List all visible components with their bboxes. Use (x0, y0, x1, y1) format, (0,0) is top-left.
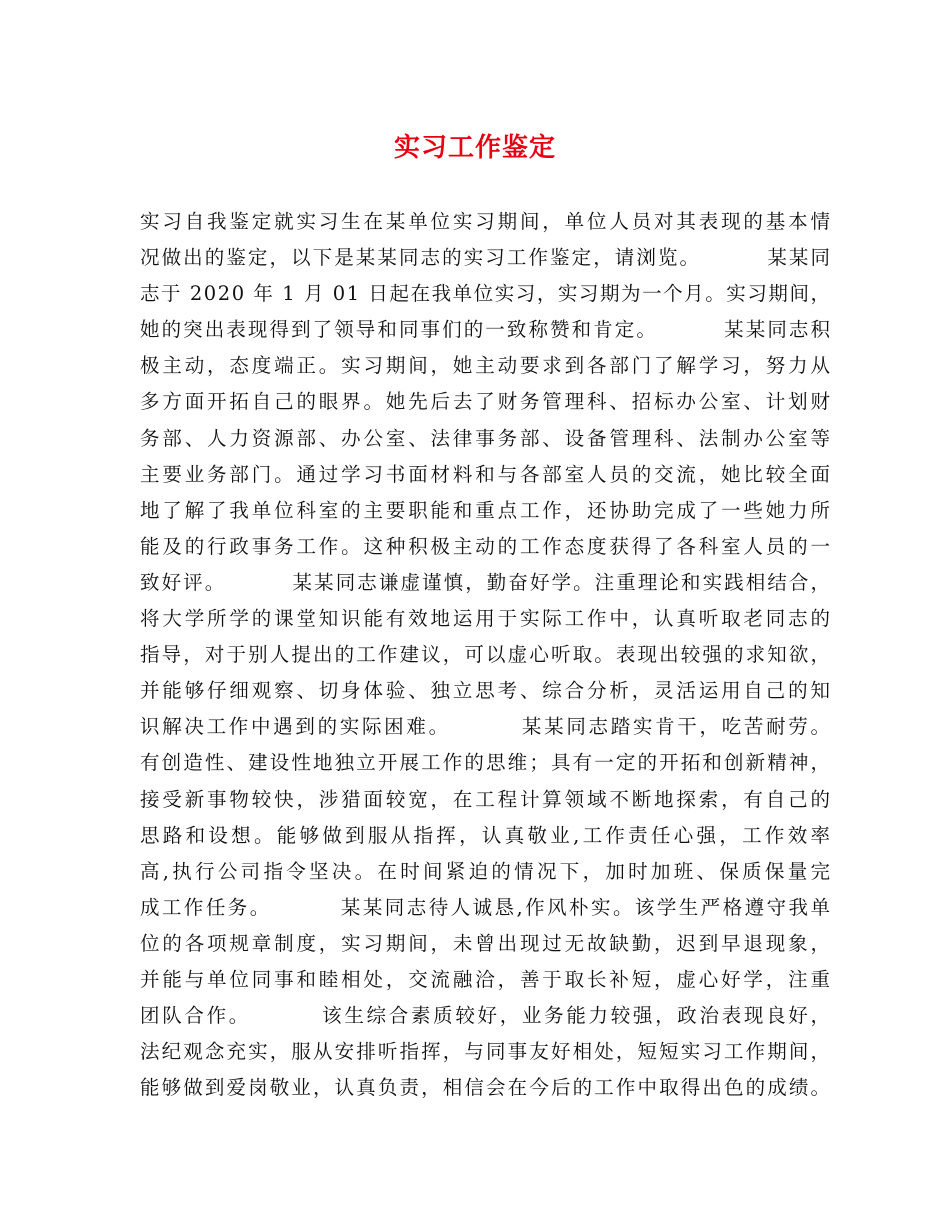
body-line: 地了解了我单位科室的主要职能和重点工作，还协助完成了一些她力所 (140, 498, 833, 522)
body-line: 并能够仔细观察、切身体验、独立思考、综合分析，灵活运用自己的知 (140, 679, 833, 703)
body-line: 主要业务部门。通过学习书面材料和与各部室人员的交流，她比较全面 (140, 462, 833, 486)
body-line: 能够做到爱岗敬业，认真负责，相信会在今后的工作中取得出色的成绩。 (140, 1076, 833, 1100)
body-line: 志于 2020 年 1 月 01 日起在我单位实习，实习期为一个月。实习期间， (140, 282, 832, 306)
body-line: 极主动，态度端正。实习期间，她主动要求到各部门了解学习，努力从 (140, 354, 833, 378)
body-line: 识解决工作中遇到的实际困难。 某某同志踏实肯干，吃苦耐劳。 (140, 715, 833, 739)
body-line: 致好评。 某某同志谦虚谨慎，勤奋好学。注重理论和实践相结合， (140, 570, 833, 594)
body-line: 实习自我鉴定就实习生在某单位实习期间，单位人员对其表现的基本情 (140, 210, 833, 233)
body-line: 接受新事物较快，涉猎面较宽，在工程计算领域不断地探索，有自己的 (140, 787, 833, 811)
body-line: 思路和设想。能够做到服从指挥，认真敬业,工作责任心强，工作效率 (140, 823, 834, 847)
body-line: 能及的行政事务工作。这种积极主动的工作态度获得了各科室人员的一 (140, 534, 833, 558)
document-body (140, 204, 834, 1106)
body-line: 位的各项规章制度，实习期间，未曾出现过无故缺勤，迟到早退现象， (140, 931, 833, 955)
body-line: 团队合作。 该生综合素质较好，业务能力较强，政治表现良好， (140, 1004, 833, 1028)
body-line: 务部、人力资源部、办公室、法律事务部、设备管理科、法制办公室等 (140, 426, 833, 450)
document-title: 实习工作鉴定 (393, 133, 556, 163)
body-line: 况做出的鉴定，以下是某某同志的实习工作鉴定，请浏览。 某某同 (140, 246, 833, 270)
body-line: 法纪观念充实，服从安排听指挥，与同事友好相处，短短实习工作期间， (140, 1040, 833, 1064)
body-line: 她的突出表现得到了领导和同事们的一致称赞和肯定。 某某同志积 (140, 318, 833, 342)
body-line: 并能与单位同事和睦相处，交流融洽，善于取长补短，虚心好学，注重 (140, 967, 833, 991)
body-line: 指导，对于别人提出的工作建议，可以虚心听取。表现出较强的求知欲， (140, 643, 833, 667)
body-line: 成工作任务。 某某同志待人诚恳,作风朴实。该学生严格遵守我单 (140, 895, 833, 919)
body-line: 多方面开拓自己的眼界。她先后去了财务管理科、招标办公室、计划财 (140, 390, 833, 414)
body-line: 将大学所学的课堂知识能有效地运用于实际工作中，认真听取老同志的 (140, 607, 833, 631)
body-line: 高,执行公司指令坚决。在时间紧迫的情况下，加时加班、保质保量完 (140, 859, 834, 883)
body-line: 有创造性、建设性地独立开展工作的思维；具有一定的开拓和创新精神， (140, 751, 833, 775)
